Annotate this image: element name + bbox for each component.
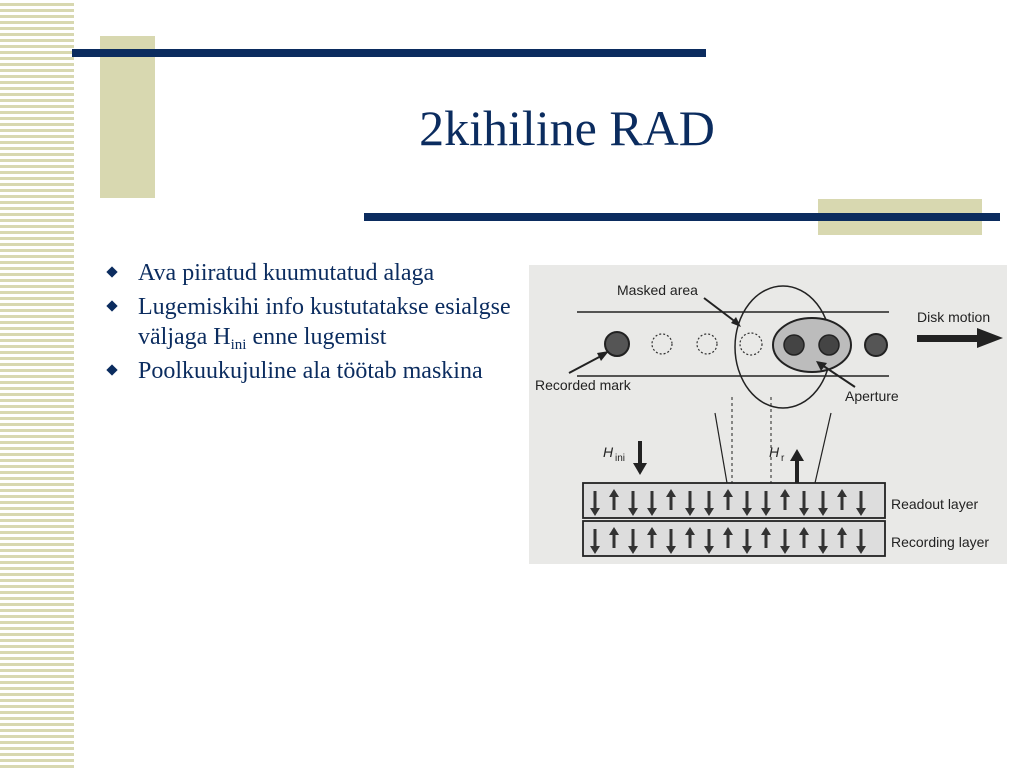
- aperture-mark: [784, 335, 804, 355]
- aperture-mark: [819, 335, 839, 355]
- decorative-bar-bottom: [364, 213, 1000, 221]
- label-aperture: Aperture: [845, 388, 899, 404]
- label-recording-layer: Recording layer: [891, 534, 990, 550]
- diamond-bullet-icon: [106, 364, 117, 375]
- label-h-ini-sub: ini: [615, 453, 626, 464]
- disk-motion-arrow-icon: [977, 328, 1003, 348]
- light-cone-line: [815, 413, 831, 483]
- bullet-subscript: ini: [230, 337, 247, 353]
- rad-diagram: [529, 265, 1007, 564]
- bullet-item: [104, 258, 524, 288]
- erased-mark: [652, 334, 672, 354]
- label-h-r: H: [769, 444, 780, 460]
- label-readout-layer: Readout layer: [891, 496, 979, 512]
- recorded-mark-dot: [605, 332, 629, 356]
- bullet-text: Lugemiskihi info kustutatakse esialgse väljaga H: [138, 294, 511, 350]
- disk-motion-arrow-shaft: [917, 335, 977, 342]
- bullet-item: [104, 356, 524, 386]
- slide-title: 2kihiline RAD: [419, 100, 715, 156]
- bullet-text-end: enne lugemist: [246, 324, 387, 350]
- erased-mark: [697, 334, 717, 354]
- label-masked-area: Masked area: [617, 282, 698, 298]
- recorded-mark-pointer: [569, 355, 603, 373]
- bullet-list: [104, 258, 524, 390]
- masked-area-pointer: [704, 298, 737, 323]
- label-h-ini: H: [603, 444, 614, 460]
- label-recorded-mark: Recorded mark: [535, 377, 631, 393]
- recording-layer-box: [583, 521, 885, 556]
- diamond-bullet-icon: [106, 266, 117, 277]
- recorded-mark-dot: [865, 334, 887, 356]
- h-ini-arrow-icon: [633, 463, 647, 475]
- bullet-text: Ava piiratud kuumutatud alaga: [138, 260, 435, 286]
- light-cone-line: [715, 413, 727, 483]
- rad-diagram-svg: [529, 265, 1007, 564]
- label-disk-motion: Disk motion: [917, 309, 991, 325]
- bullet-item: [104, 292, 524, 352]
- diamond-bullet-icon: [106, 300, 117, 311]
- readout-layer-box: [583, 483, 885, 518]
- label-h-r-sub: r: [781, 453, 785, 464]
- decorative-bar-top: [72, 49, 706, 57]
- erased-mark: [740, 333, 762, 355]
- arrowhead-icon: [597, 351, 609, 361]
- bullet-text: Poolkuukujuline ala töötab maskina: [138, 358, 483, 384]
- h-r-arrow-icon: [790, 449, 804, 461]
